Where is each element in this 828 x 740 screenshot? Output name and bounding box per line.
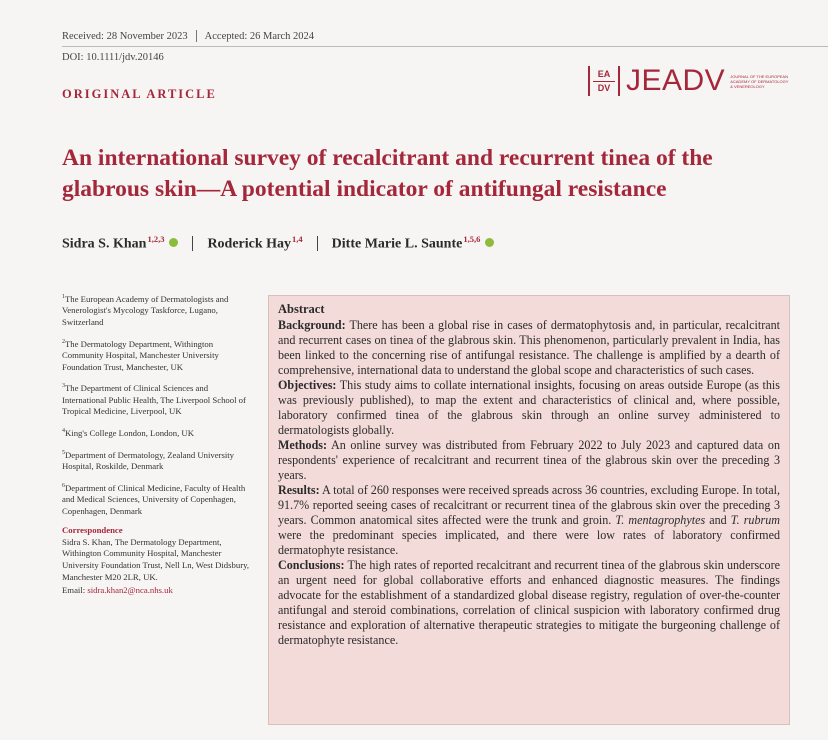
correspondence-email: Email: sidra.khan2@nca.nhs.uk xyxy=(62,585,173,596)
correspondence-heading: Correspondence xyxy=(62,525,123,536)
author-1[interactable]: Sidra S. Khan$^{1,2,3}$ xyxy=(62,234,165,252)
received-date: Received: 28 November 2023 xyxy=(62,30,188,42)
abstract-background: Background: There has been a global rise in cases of dermatophytosis and, in particular, recalcitrant and recurrent cases on tinea of the glabrous skin. This phenomenon, particularly prevalent in India, has been linked to the concerning rise of antifungal resistance. The challenge is amplified by a dearth of comprehensive, international data to understand the global scope and characteristics of such cases. xyxy=(278,318,780,377)
affiliation: $^2$The Dermatology Department, Withington Community Hospital, Manchester University Foundation Trust, Manchester, UK xyxy=(62,338,219,372)
logo-subtitle: JOURNAL OF THE EUROPEAN ACADEMY OF DERMATOLOGY & VENEREOLOGY xyxy=(730,73,789,89)
article-title: An international survey of recalcitrant and recurrent tinea of the glabrous skin—A potential indicator of antifungal resistance xyxy=(62,145,713,202)
dates-row xyxy=(62,30,314,42)
date-separator xyxy=(196,30,197,42)
affiliation: $^5$Department of Dermatology, Zealand University Hospital, Roskilde, Denmark xyxy=(62,449,235,471)
affiliation: $^4$King's College London, London, UK xyxy=(62,427,194,438)
author-list xyxy=(62,234,494,253)
affiliation: $^1$The European Academy of Dermatologists and Venerologist's Mycology Taskforce, Lugano, Switzerland xyxy=(62,293,229,328)
abstract-methods: Methods: An online survey was distributed from February 2022 to July 2023 and captured data on respondents' experience of recalcitrant and recurrent tinea of the glabrous skin over the preceding 3 years. xyxy=(278,438,780,482)
doi[interactable]: DOI: 10.1111/jdv.20146 xyxy=(62,52,164,63)
journal-logo xyxy=(588,64,790,98)
author-separator xyxy=(317,236,318,251)
article-type: ORIGINAL ARTICLE xyxy=(62,87,217,101)
email-link[interactable]: sidra.khan2@nca.nhs.uk xyxy=(87,585,173,596)
abstract-box xyxy=(268,295,790,725)
correspondence-text: Sidra S. Khan, The Dermatology Department, Withington Community Hospital, Manchester University Foundation Trust, Nell Ln, West Didsbury, Manchester M20 2LR, UK. xyxy=(62,536,250,582)
logo-mark-icon: EA DV xyxy=(588,66,620,96)
logo-text: JEADV xyxy=(626,64,726,97)
author-separator xyxy=(192,236,193,251)
header-rule xyxy=(62,46,828,47)
affiliations xyxy=(62,292,252,605)
orcid-icon[interactable] xyxy=(169,238,178,247)
affiliation: $^6$Department of Clinical Medicine, Faculty of Health and Medical Sciences, University of Copenhagen, Copenhagen, Denmark xyxy=(62,482,246,516)
abstract-conclusions: Conclusions: The high rates of reported recalcitrant and recurrent tinea of the glabrous skin underscore an urgent need for global collaborative efforts and enhanced diagnostic measures. The findings advocate for the establishment of a standardized global disease registry, regulation of over-the-counter antifungal and steroid combinations, correlation of clinical suspicion with laboratory confirmed drug resistance and exploration of alternative therapeutic strategies to mitigate the burgeoning challenge of dermatophyte resistance. xyxy=(278,558,780,647)
author-2[interactable]: Roderick Hay$^{1,4}$ xyxy=(207,234,303,252)
author-3[interactable]: Ditte Marie L. Saunte$^{1,5,6}$ xyxy=(331,234,481,252)
abstract-objectives: Objectives: This study aims to collate international insights, focusing on areas outside Europe (as this was previously published), to map the extent and characteristics of clinical and, where possible, laboratory confirmed tinea of the glabrous skin through an online survey administered to dermatologists globally. xyxy=(278,378,780,437)
abstract-heading: Abstract xyxy=(278,302,325,316)
orcid-icon[interactable] xyxy=(485,238,494,247)
accepted-date: Accepted: 26 March 2024 xyxy=(204,30,315,42)
abstract-results: Results: A total of 260 responses were received spreads across 36 countries, excluding Europe. In total, 91.7% reported seeing cases of recalcitrant or recurrent tinea of the glabrous skin over the preceding 3 years. Common anatomical sites affected were the trunk and groin. T. mentagrophytes and T. rubrum were the predominant species implicated, and there were low rates of laboratory confirmed dermatophyte resistance. xyxy=(278,483,780,557)
affiliation: $^3$The Department of Clinical Sciences and International Public Health, The Liverpool School of Tropical Medicine, Liverpool, UK xyxy=(62,383,246,417)
